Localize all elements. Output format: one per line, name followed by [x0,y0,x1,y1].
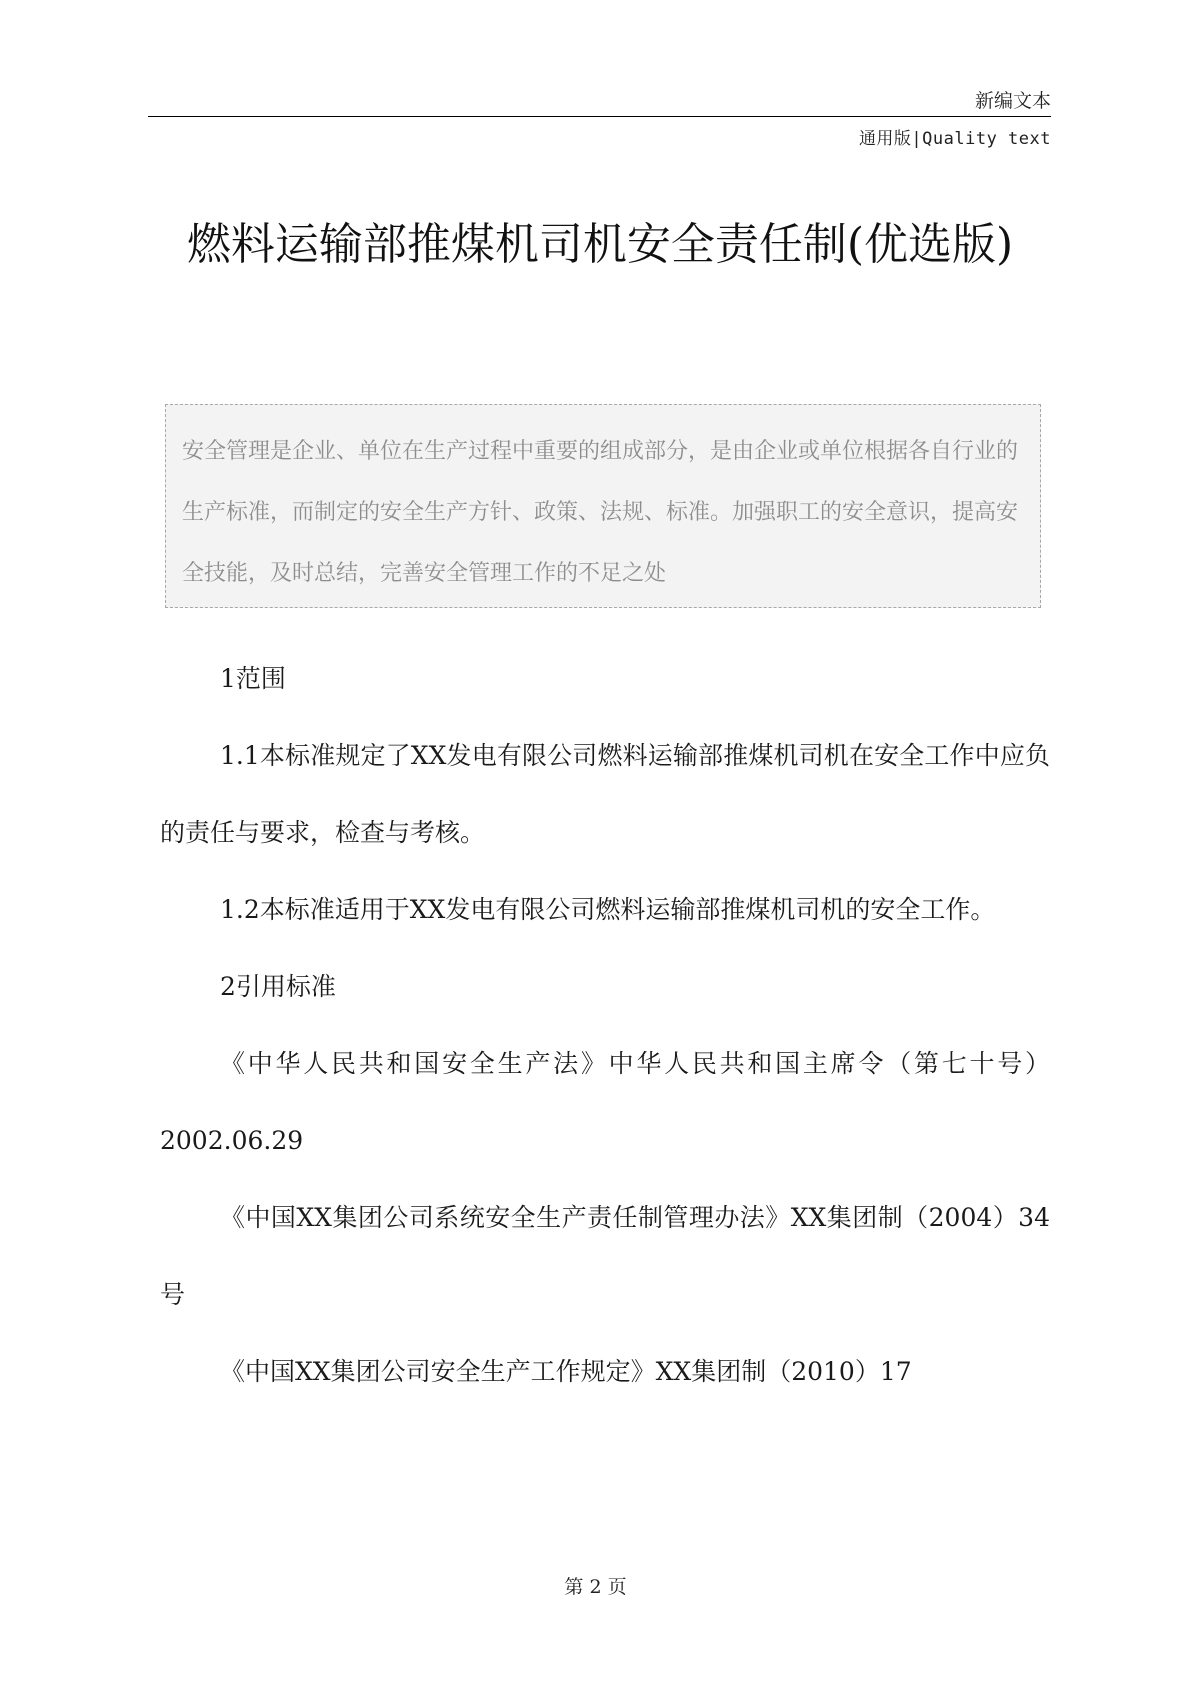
body-paragraph: 1.2本标准适用于XX发电有限公司燃料运输部推煤机司机的安全工作。 [220,895,996,924]
document-title: 燃料运输部推煤机司机安全责任制(优选版) [186,219,1014,270]
section-heading: 2引用标准 [220,972,336,1001]
document-body [160,640,1050,1410]
abstract-text: 安全管理是企业、单位在生产过程中重要的组成部分，是由企业或单位根据各自行业的生产标准，而制定的安全生产方针、政策、法规、标准。加强职工的安全意识，提高安全技能，及时总结，完善安全管理工作的不足之处 [182,439,1019,586]
page-number: 第 2 页 [564,1576,627,1598]
body-paragraph: 《中华人民共和国安全生产法》中华人民共和国主席令（第七十号）2002.06.29 [160,1049,1050,1155]
section-heading: 1范围 [220,664,286,693]
header-label: 新编文本 [974,90,1051,112]
abstract-box [165,404,1041,608]
body-paragraph: 《中国XX集团公司系统安全生产责任制管理办法》XX集团制（2004）34号 [160,1203,1050,1309]
body-paragraph: 《中国XX集团公司安全生产工作规定》XX集团制（2010）17 [220,1357,912,1386]
header-sublabel: 通用版|Quality text [858,129,1051,149]
header-divider [148,116,1051,117]
body-paragraph: 1.1本标准规定了XX发电有限公司燃料运输部推煤机司机在安全工作中应负的责任与要求，检查与考核。 [160,741,1050,847]
